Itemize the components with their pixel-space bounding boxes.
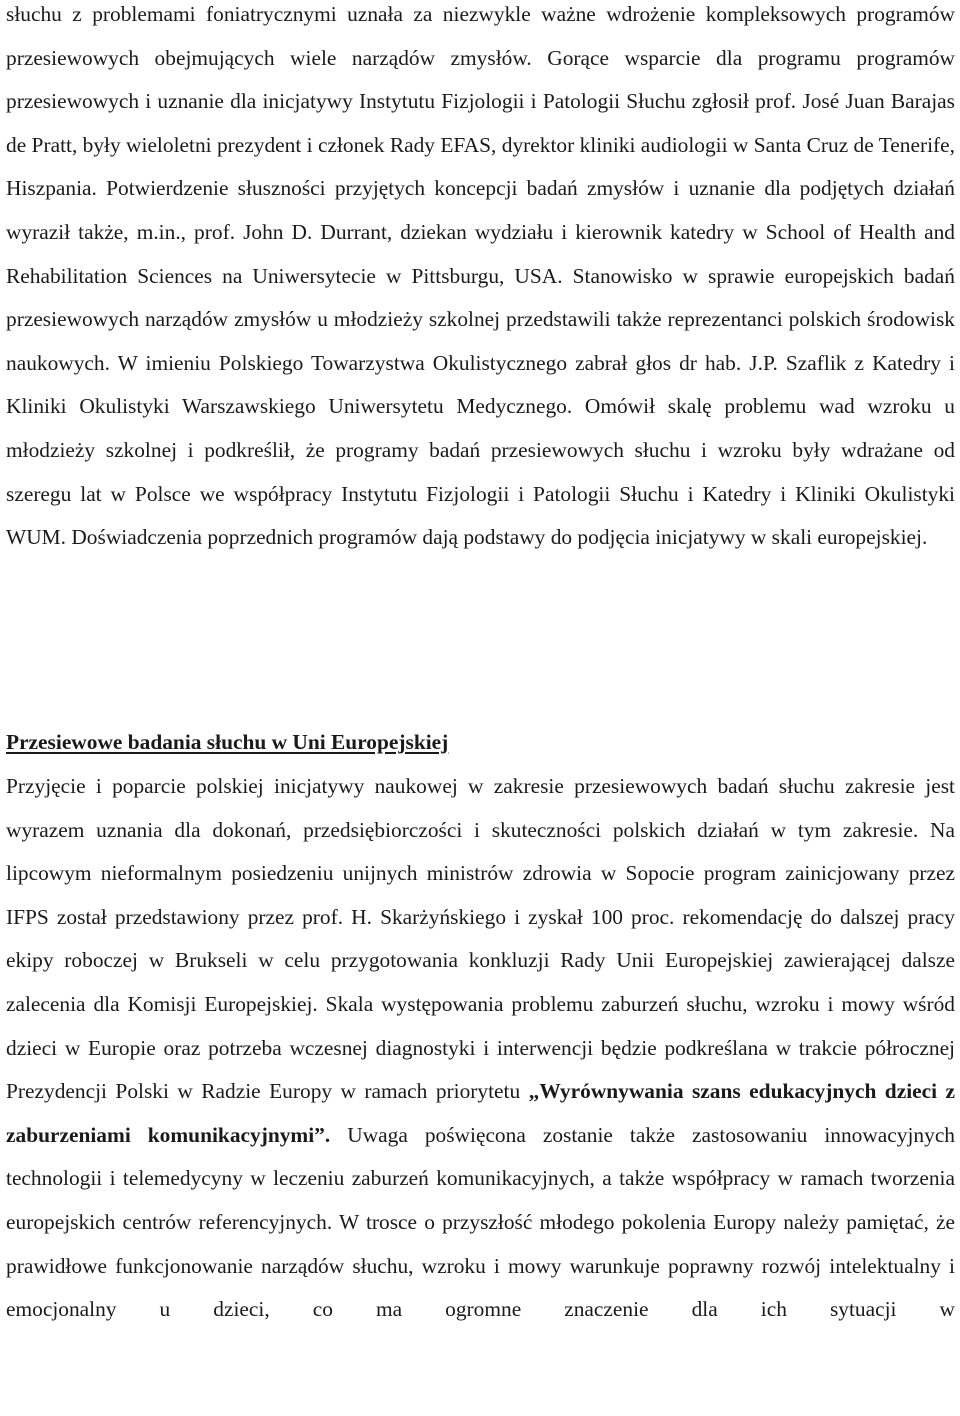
priority-emphasis: „Wyrównywania szans edukacyjnych dzieci z zaburzeniami komunikacyjnymi”. [6,1079,956,1147]
body-paragraph-1: słuchu z problemami foniatrycznymi uznała za niezwykle ważne wdrożenie kompleksowych programów przesiewowych obejmujących wiele narządów zmysłów. Gorące wsparcie dla programu programów przesiewowych i uznanie dla inicjatywy Instytutu Fizjologii i Patologii Słuchu zgłosił prof. José Juan Barajas de Pratt, były wieloletni prezydent i członek Rady EFAS, dyrektor kliniki audiologii w Santa Cruz de Tenerife, Hiszpania. Potwierdzenie słuszności przyjętych koncepcji badań zmysłów i uznanie dla podjętych działań wyraził także, m.in., prof. John D. Durrant, dziekan wydziału i kierownik katedry w School of Health and Rehabilitation Sciences na Uniwersytecie w Pittsburgu, USA. Stanowisko w sprawie europejskich badań przesiewowych narządów zmysłów u młodzieży szkolnej przedstawili także reprezentanci polskich środowisk naukowych. W imieniu Polskiego Towarzystwa Okulistycznego zabrał głos dr hab. J.P. Szaflik z Katedry i Kliniki Okulistyki Warszawskiego Uniwersytetu Medycznego. Omówił skalę problemu wad wzroku u młodzieży szkolnej i podkreślił, że programy badań przesiewowych słuchu i wzroku były wdrażane od szeregu lat w Polsce we współpracy Instytutu Fizjologii i Patologii Słuchu i Katedry i Kliniki Okulistyki WUM. Doświadczenia poprzednich programów dają podstawy do podjęcia inicjatywy w skali europejskiej. [6,2,955,550]
section-heading: Przesiewowe badania słuchu w Uni Europejskiej [6,730,449,754]
body-paragraph-2 [6,765,955,1332]
paragraph-2-text-part-2: Uwaga poświęcona zostanie także zastosowaniu innowacyjnych technologii i telemedycyny w leczeniu zaburzeń komunikacyjnych, a także współpracy w ramach tworzenia europejskich centrów referencyjnych. W trosce o przyszłość młodego pokolenia Europy należy pamiętać, że prawidłowe funkcjonowanie narządów słuchu, wzroku i mowy warunkuje poprawny rozwój intelektualny i emocjonalny u dzieci, co ma ogromne znaczenie dla ich sytuacji w [6,1122,956,1322]
paragraph-block-1 [6,0,955,560]
paragraph-2-text-part-1: Przyjęcie i poparcie polskiej inicjatywy naukowej w zakresie przesiewowych badań słuchu zakresie jest wyrazem uznania dla dokonań, przedsiębiorczości i skuteczności polskich działań w tym zakresie. Na lipcowym nieformalnym posiedzeniu unijnych ministrów zdrowia w Sopocie program zainicjowany przez IFPS został przedstawiony przez prof. H. Skarżyńskiego i zyskał 100 proc. rekomendację do dalszej pracy ekipy roboczej w Brukseli w celu przygotowania konkluzji Rady Unii Europejskiej zawierającej dalsze zalecenia dla Komisji Europejskiej. Skala występowania problemu zaburzeń słuchu, wzroku i mowy wśród dzieci w Europie oraz potrzeba wczesnej diagnostyki i interwencji będzie podkreślana w trakcie półrocznej Prezydencji Polski w Radzie Europy w ramach priorytetu [6,774,955,1104]
paragraph-block-2 [6,765,955,1332]
section-heading-block [6,721,955,765]
